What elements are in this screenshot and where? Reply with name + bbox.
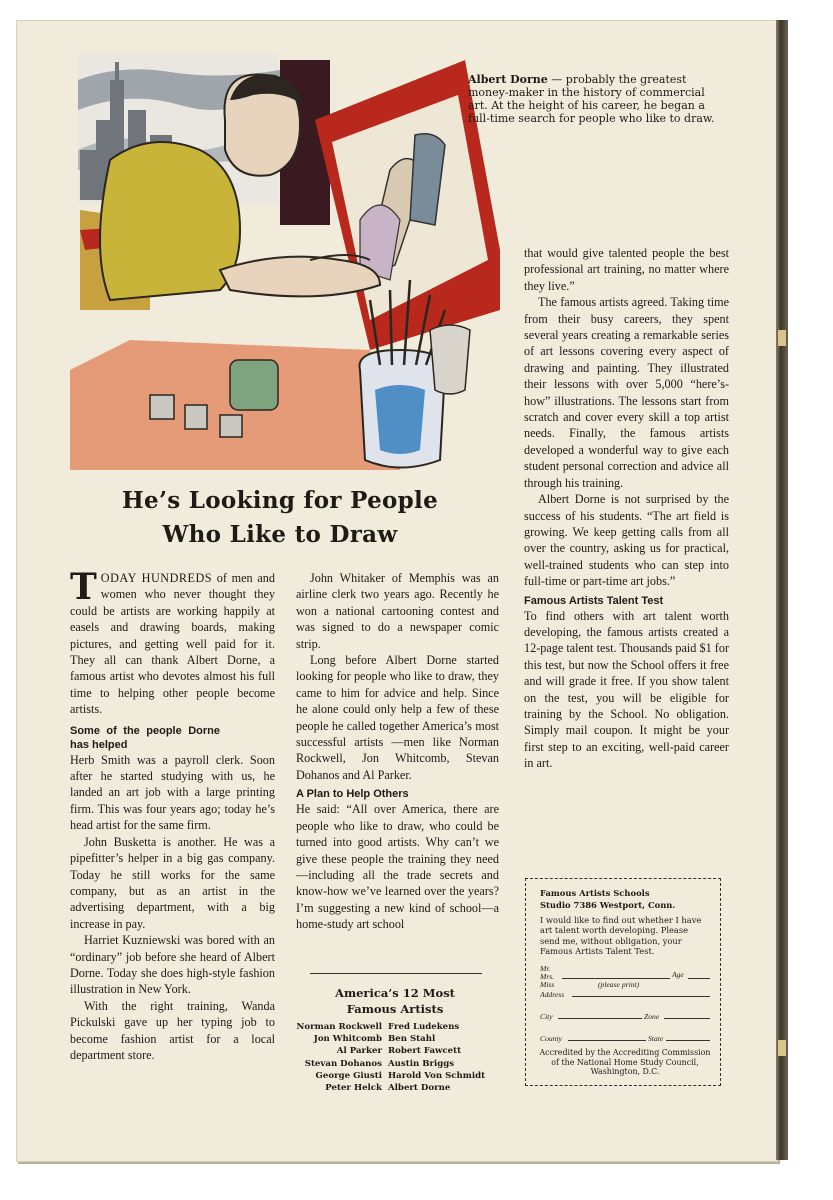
city-field[interactable] xyxy=(558,1009,642,1019)
illustration-caption xyxy=(468,73,718,125)
article-column-2 xyxy=(296,570,499,933)
artists-row xyxy=(290,1082,505,1094)
coupon-heading xyxy=(540,887,710,911)
paragraph-not-surprised: Albert Dorne is not surprised by the success of his students. “The art field is growing. We keep getting calls from all over the country, asking us for practical, well-trained students who can step into full-time or part-time art jobs.” xyxy=(524,492,729,589)
artists-list xyxy=(290,1021,505,1094)
paragraph-kuzniewski: Harriet Kuzniewski was bored with an “ordinary” job before she heard of Albert Dorne. Today she does high-style fashion illustration in New York. xyxy=(70,933,275,997)
mail-coupon[interactable] xyxy=(525,878,721,1086)
drop-cap: T xyxy=(70,566,97,608)
coupon-request-text: I would like to find out whether I have art talent worth developing. Please send me, without obligation, your Famous Artists Talent Test. xyxy=(540,915,702,957)
coupon-school: Famous Artists Schools xyxy=(540,888,650,898)
artists-title-line-2: Famous Artists xyxy=(346,1002,444,1016)
label-mr: Mr. xyxy=(540,963,551,973)
artists-row xyxy=(290,1070,505,1082)
artist-name: Ben Stahl xyxy=(388,1034,436,1045)
label-state: State xyxy=(648,1033,664,1043)
subhead-plan: A Plan to Help Others xyxy=(296,788,409,801)
artists-title-line-1: America’s 12 Most xyxy=(335,986,455,1000)
coupon-form xyxy=(540,963,710,1057)
age-field[interactable] xyxy=(688,969,710,979)
caption-text: — probably the greatest money-maker in the history of commercial art. At the height of his career, he began a full-time search for people who like to draw. xyxy=(468,73,715,125)
label-age: Age xyxy=(672,969,684,979)
intro-text: of men and women who never thought they could be artists are working happily at easels and drawing boards, making pictures, and getting well paid for it. They all can thank Albert Dorne, a famous artist who devotes almost his full time to helping other people become artists. xyxy=(70,571,275,717)
artists-list-title xyxy=(300,985,490,1017)
paragraph-he-said: He said: “All over America, there are people who like to draw, who could be turned into good artists. Why can’t we give these people the training they need—including all the trade secrets and know-how we’ve learned over the years? I’m suggesting a new kind of school—a home-study art school xyxy=(296,802,499,932)
paragraph-whitaker: John Whitaker of Memphis was an airline clerk two years ago. Recently he won a national cartooning contest and was signed to do a newspaper comic strip. xyxy=(296,571,499,651)
address-field[interactable] xyxy=(572,987,710,997)
headline-line-1: He’s Looking for People xyxy=(121,487,439,514)
artist-name: George Giusti xyxy=(315,1070,382,1081)
article-column-1 xyxy=(70,566,275,1063)
name-field[interactable] xyxy=(562,969,670,979)
state-field[interactable] xyxy=(666,1031,710,1041)
intro-paragraph xyxy=(70,566,275,718)
artist-name: Fred Ludekens xyxy=(388,1022,460,1032)
artists-row xyxy=(290,1058,505,1070)
artists-row xyxy=(290,1033,505,1045)
albert-dorne-illustration xyxy=(70,50,510,475)
label-city: City xyxy=(540,1011,553,1021)
article-column-3 xyxy=(524,245,729,772)
artist-name: Al Parker xyxy=(336,1046,382,1057)
label-miss: Miss xyxy=(540,979,555,989)
subhead-talent-test: Famous Artists Talent Test xyxy=(524,594,664,607)
artist-name: Austin Briggs xyxy=(388,1058,455,1069)
headline-line-2: Who Like to Draw xyxy=(162,521,398,548)
artist-name: Robert Fawcett xyxy=(388,1046,462,1057)
paragraph-busketta: John Busketta is another. He was a pipefitter’s helper in a big gas company. Today he still works for the same company, but as an artist in the advertising department, with a big increase in pay. xyxy=(70,834,275,931)
subhead-helped: Some of the people Dorne has helped xyxy=(70,724,220,751)
artists-row xyxy=(290,1021,505,1033)
label-zone: Zone xyxy=(644,1011,660,1021)
zone-field[interactable] xyxy=(664,1009,710,1019)
artist-name: Harold Von Schmidt xyxy=(388,1070,486,1081)
artist-name: Albert Dorne xyxy=(388,1083,451,1094)
county-field[interactable] xyxy=(568,1031,646,1041)
divider-rule xyxy=(310,973,482,974)
paragraph-pickulski: With the right training, Wanda Pickulski gave up her typing job to become fashion artist for a local department store. xyxy=(70,998,275,1062)
artist-name: Peter Helck xyxy=(325,1083,382,1094)
spine-staple xyxy=(778,1040,786,1056)
label-county: County xyxy=(540,1033,562,1043)
paragraph-herb-smith: Herb Smith was a payroll clerk. Soon after he started studying with us, he landed an art job with a large printing firm. This was four years ago; today he’s head artist for the same firm. xyxy=(70,752,275,833)
label-mrs: Mrs. xyxy=(540,971,555,981)
artist-name: Stevan Dohanos xyxy=(304,1058,382,1069)
label-please-print: (please print) xyxy=(598,979,640,989)
smallcaps-lead: ODAY HUNDREDS xyxy=(100,571,213,585)
paragraph-artists-agreed: The famous artists agreed. Taking time from their busy careers, they spent several years creating a remarkable series of art lessons covering every aspect of drawing and painting. They illustrated their lessons with over 5,000 “here’s-how” illustrations. The lessons start from scratch and cover every skill a top artist needs. Finally, the famous artists developed a wonderful way to give each student personal correction and advice all through his training. xyxy=(524,295,729,490)
paragraph-long-before: Long before Albert Dorne started looking for people who like to draw, they came to him for advice and help. Since he alone could only help a few of these people he called together America’s most successful artists —men like Norman Rockwell, Jon Whitcomb, Stevan Dohanos and Al Parker. xyxy=(296,653,499,782)
spine-staple xyxy=(778,330,786,346)
coupon-studio: Studio 7386 Westport, Conn. xyxy=(540,900,676,910)
artist-name: Jon Whitcomb xyxy=(313,1034,382,1045)
ad-headline xyxy=(70,484,490,552)
caption-name: Albert Dorne xyxy=(468,73,548,86)
label-address: Address xyxy=(540,989,565,999)
artists-row xyxy=(290,1045,505,1057)
comic-spine xyxy=(776,20,788,1160)
artist-name: Norman Rockwell xyxy=(296,1022,382,1032)
paragraph-talent-test: To find others with art talent worth developing, the famous artists created a 12-page talent test. Thousands paid $1 for this test, but now the School offers it free and will grade it free. If you show talent on the test, you will be eligible for training by the School. No obligation. Simply mail coupon. It might be your first step to an exciting, well-paid career in art. xyxy=(524,608,729,771)
paragraph-continued: that would give talented people the best professional art training, no matter where they live.” xyxy=(524,246,729,293)
accreditation-note: Accredited by the Accrediting Commission of the National Home Study Council, Washington, D.C. xyxy=(539,1048,711,1077)
